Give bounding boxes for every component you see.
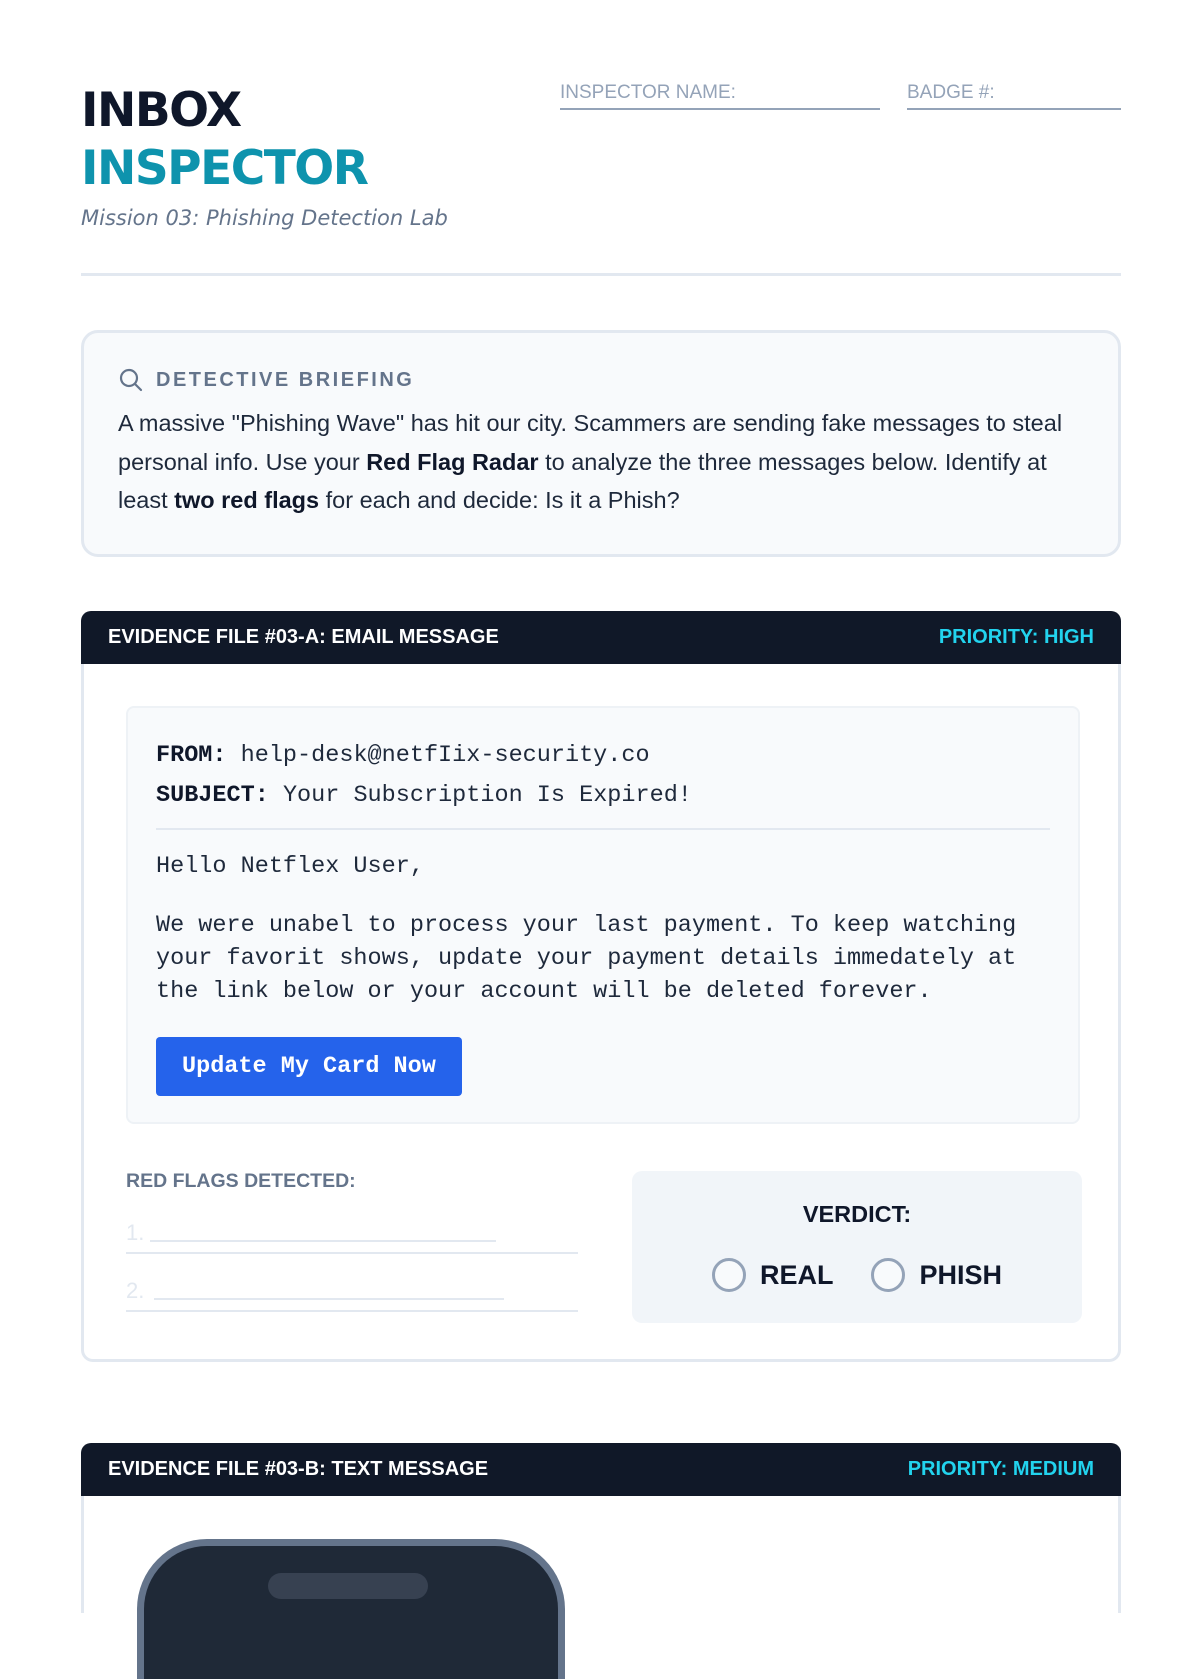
verdict-option-label: REAL	[759, 1259, 834, 1290]
briefing-title: DETECTIVE BRIEFING	[156, 368, 415, 391]
verdict-option-phish[interactable]	[871, 1258, 1002, 1292]
evidence-b-title: EVIDENCE FILE #03-B: TEXT MESSAGE	[108, 1458, 489, 1480]
red-flags-label: RED FLAGS DETECTED:	[126, 1170, 356, 1192]
evidence-file-a	[81, 611, 1121, 1362]
email-greeting: Hello Netflex User,	[156, 853, 424, 880]
verdict-option-real[interactable]	[712, 1258, 834, 1292]
email-meta	[156, 736, 1050, 830]
verdict-box	[632, 1171, 1082, 1323]
red-flag-line-1[interactable]	[126, 1196, 578, 1254]
briefing-text-part: A massive "Phishing Wave" has hit our city. Scammers are sending fake messages to steal personal info. Use your	[118, 410, 1063, 475]
title-line-2: INSPECTOR	[81, 141, 368, 196]
briefing-bold-red-flag-radar: Red Flag Radar	[366, 448, 539, 475]
briefing-text-part: to analyze the three messages below. Identify at least	[118, 448, 1047, 513]
evidence-file-b	[81, 1443, 1121, 1613]
email-subject-value: Your Subscription Is Expired!	[282, 782, 692, 809]
evidence-b-header	[81, 1443, 1121, 1496]
red-flag-number: 1.	[126, 1220, 145, 1245]
badge-number-field[interactable]	[907, 81, 1121, 110]
email-from-label: FROM:	[156, 742, 227, 769]
verdict-option-label: PHISH	[919, 1259, 1003, 1290]
evidence-a-priority: PRIORITY: HIGH	[938, 626, 1094, 648]
update-card-button[interactable]: Update My Card Now	[156, 1037, 462, 1096]
evidence-b-body	[81, 1496, 1121, 1613]
inspector-name-label: INSPECTOR NAME:	[560, 82, 736, 103]
red-flag-blank	[154, 1298, 504, 1300]
red-flags-section	[126, 1170, 578, 1312]
badge-number-label: BADGE #:	[907, 82, 995, 103]
title-block	[81, 82, 448, 230]
verdict-title: VERDICT:	[802, 1201, 912, 1227]
red-flag-number: 2.	[126, 1278, 145, 1303]
briefing-bold-two-red-flags: two red flags	[174, 487, 320, 513]
evidence-a-header	[81, 611, 1121, 664]
radio-circle-icon[interactable]	[712, 1258, 746, 1292]
email-from-row	[156, 736, 1050, 776]
briefing-text-part: for each and decide: Is it a Phish?	[319, 487, 680, 513]
briefing-header	[118, 365, 1084, 395]
radio-circle-icon[interactable]	[871, 1258, 905, 1292]
evidence-a-body	[81, 664, 1121, 1362]
worksheet-header	[81, 0, 1121, 276]
inspector-name-field[interactable]	[560, 81, 880, 110]
email-subject-row	[156, 776, 1050, 816]
red-flag-line-2[interactable]	[126, 1254, 578, 1312]
verdict-options	[632, 1258, 1082, 1292]
email-subject-label: SUBJECT:	[156, 782, 269, 809]
evidence-a-title: EVIDENCE FILE #03-A: EMAIL MESSAGE	[108, 626, 499, 648]
mission-subtitle: Mission 03: Phishing Detection Lab	[81, 206, 448, 230]
evidence-b-priority: PRIORITY: MEDIUM	[907, 1458, 1094, 1480]
title-line-1: INBOX	[81, 83, 241, 138]
phone-notch	[268, 1573, 428, 1599]
email-message	[126, 706, 1080, 1124]
worksheet-page	[81, 0, 1121, 1480]
briefing-text	[118, 404, 1084, 520]
search-icon	[118, 367, 144, 393]
email-body: We were unabel to process your last payment. To keep watching your favorit shows, update your payment details immedately at the link below or your account will be deleted forever.	[156, 912, 1017, 1005]
detective-briefing	[81, 330, 1121, 557]
red-flag-blank	[150, 1240, 496, 1242]
phone-illustration	[137, 1539, 565, 1679]
email-from-value: help-desk@netfIix-security.co	[240, 742, 650, 769]
